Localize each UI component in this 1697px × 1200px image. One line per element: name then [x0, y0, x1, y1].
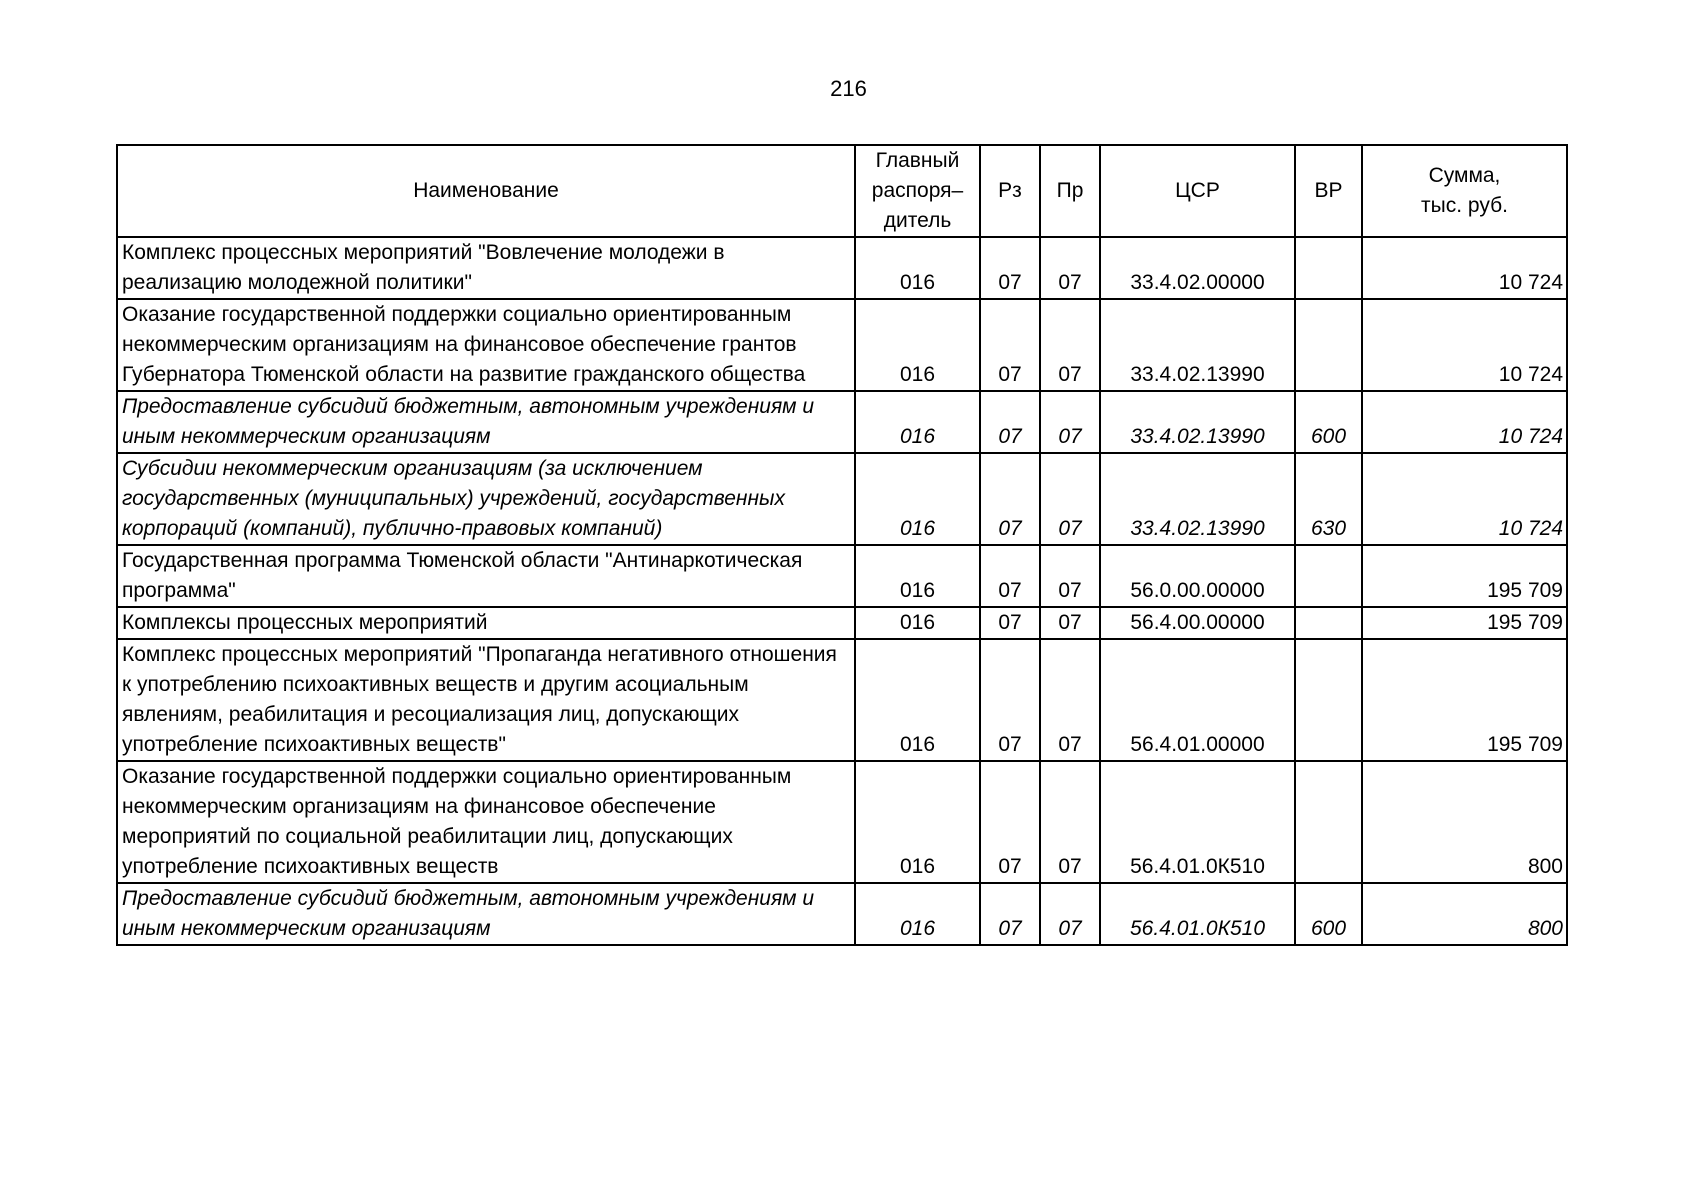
- budget-table: [116, 144, 1568, 946]
- row-pr-cell: 07: [1040, 299, 1100, 391]
- row-vr-cell: [1295, 607, 1362, 639]
- row-name-cell: Государственная программа Тюменской области "Антинаркотическая программа": [117, 545, 855, 607]
- row-rz-cell: 07: [980, 607, 1040, 639]
- row-csr-cell: 33.4.02.13990: [1100, 391, 1295, 453]
- header-main-manager-line-1: Главный: [875, 149, 960, 172]
- row-pr-cell: 07: [1040, 237, 1100, 299]
- row-vr-cell: 600: [1295, 391, 1362, 453]
- table-body: [117, 237, 1567, 945]
- header-csr: ЦСР: [1100, 145, 1295, 237]
- row-rz-cell: 07: [980, 237, 1040, 299]
- header-name: Наименование: [117, 145, 855, 237]
- row-sum-cell: 800: [1362, 883, 1567, 945]
- table-row: [117, 607, 1567, 639]
- row-pr-cell: 07: [1040, 607, 1100, 639]
- table-row: [117, 453, 1567, 545]
- row-pr-cell: 07: [1040, 639, 1100, 761]
- row-csr-cell: 33.4.02.00000: [1100, 237, 1295, 299]
- row-pr-cell: 07: [1040, 883, 1100, 945]
- row-main-manager-cell: 016: [855, 545, 980, 607]
- row-sum-cell: 195 709: [1362, 639, 1567, 761]
- table-row: [117, 639, 1567, 761]
- row-name-cell: Предоставление субсидий бюджетным, автономным учреждениям и иным некоммерческим организациям: [117, 883, 855, 945]
- row-csr-cell: 33.4.02.13990: [1100, 299, 1295, 391]
- row-main-manager-cell: 016: [855, 639, 980, 761]
- table-row: [117, 299, 1567, 391]
- row-vr-cell: [1295, 299, 1362, 391]
- row-main-manager-cell: 016: [855, 391, 980, 453]
- header-pr: Пр: [1040, 145, 1100, 237]
- header-sum: [1362, 145, 1567, 237]
- header-main-manager: [855, 145, 980, 237]
- row-sum-cell: 10 724: [1362, 237, 1567, 299]
- row-rz-cell: 07: [980, 299, 1040, 391]
- row-main-manager-cell: 016: [855, 237, 980, 299]
- row-csr-cell: 56.4.01.0К510: [1100, 883, 1295, 945]
- row-vr-cell: [1295, 545, 1362, 607]
- table-row: [117, 545, 1567, 607]
- header-sum-line-1: Сумма,: [1428, 164, 1501, 187]
- row-vr-cell: 630: [1295, 453, 1362, 545]
- row-sum-cell: 10 724: [1362, 391, 1567, 453]
- table-row: [117, 883, 1567, 945]
- row-name-cell: Комплекс процессных мероприятий "Пропаганда негативного отношения к употреблению психоактивных веществ и другим асоциальным явлениям, реабилитация и ресоциализация лиц, допускающих употребление психоактивных веществ": [117, 639, 855, 761]
- row-rz-cell: 07: [980, 883, 1040, 945]
- header-sum-line-2: тыс. руб.: [1421, 194, 1508, 217]
- header-main-manager-line-3: дитель: [883, 209, 952, 232]
- row-pr-cell: 07: [1040, 453, 1100, 545]
- row-name-cell: Комплекс процессных мероприятий "Вовлечение молодежи в реализацию молодежной политики": [117, 237, 855, 299]
- row-csr-cell: 56.0.00.00000: [1100, 545, 1295, 607]
- row-vr-cell: 600: [1295, 883, 1362, 945]
- page-number: 216: [830, 76, 867, 101]
- row-csr-cell: 56.4.01.0К510: [1100, 761, 1295, 883]
- row-vr-cell: [1295, 237, 1362, 299]
- row-pr-cell: 07: [1040, 391, 1100, 453]
- row-csr-cell: 33.4.02.13990: [1100, 453, 1295, 545]
- table-row: [117, 237, 1567, 299]
- row-sum-cell: 10 724: [1362, 299, 1567, 391]
- row-csr-cell: 56.4.01.00000: [1100, 639, 1295, 761]
- table-row: [117, 391, 1567, 453]
- row-csr-cell: 56.4.00.00000: [1100, 607, 1295, 639]
- header-rz: Рз: [980, 145, 1040, 237]
- row-rz-cell: 07: [980, 639, 1040, 761]
- row-name-cell: Субсидии некоммерческим организациям (за исключением государственных (муниципальных) учреждений, государственных корпораций (компаний), публично-правовых компаний): [117, 453, 855, 545]
- row-sum-cell: 800: [1362, 761, 1567, 883]
- row-main-manager-cell: 016: [855, 607, 980, 639]
- row-name-cell: Комплексы процессных мероприятий: [117, 607, 855, 639]
- row-sum-cell: 195 709: [1362, 607, 1567, 639]
- row-rz-cell: 07: [980, 761, 1040, 883]
- row-vr-cell: [1295, 639, 1362, 761]
- row-name-cell: Оказание государственной поддержки социально ориентированным некоммерческим организациям на финансовое обеспечение мероприятий по социальной реабилитации лиц, допускающих употребление психоактивных веществ: [117, 761, 855, 883]
- row-rz-cell: 07: [980, 453, 1040, 545]
- row-pr-cell: 07: [1040, 761, 1100, 883]
- row-name-cell: Оказание государственной поддержки социально ориентированным некоммерческим организациям на финансовое обеспечение грантов Губернатора Тюменской области на развитие гражданского общества: [117, 299, 855, 391]
- header-vr: ВР: [1295, 145, 1362, 237]
- row-sum-cell: 10 724: [1362, 453, 1567, 545]
- row-main-manager-cell: 016: [855, 453, 980, 545]
- row-rz-cell: 07: [980, 545, 1040, 607]
- row-main-manager-cell: 016: [855, 299, 980, 391]
- row-sum-cell: 195 709: [1362, 545, 1567, 607]
- row-rz-cell: 07: [980, 391, 1040, 453]
- table-row: [117, 761, 1567, 883]
- header-main-manager-line-2: распоря–: [871, 179, 964, 202]
- row-pr-cell: 07: [1040, 545, 1100, 607]
- row-name-cell: Предоставление субсидий бюджетным, автономным учреждениям и иным некоммерческим организациям: [117, 391, 855, 453]
- row-vr-cell: [1295, 761, 1362, 883]
- table-header-row: [117, 145, 1567, 237]
- row-main-manager-cell: 016: [855, 883, 980, 945]
- row-main-manager-cell: 016: [855, 761, 980, 883]
